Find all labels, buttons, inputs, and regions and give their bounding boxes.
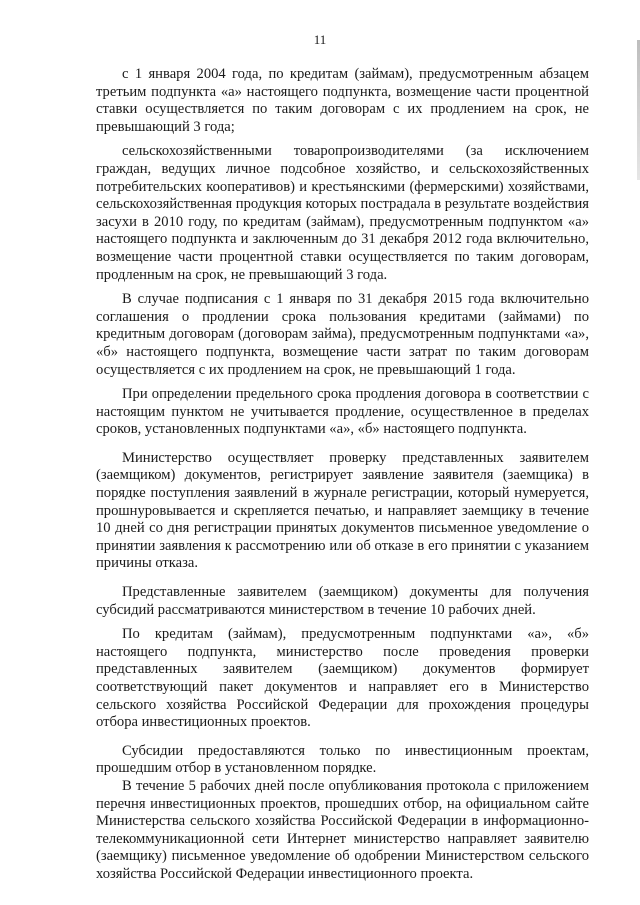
paragraph-4: При определении предельного срока продления договора в соответствии с настоящим пунктом не учитывается продление, осуществленное в пределах сроков, установленных подпунктами «а», «б» настоящего подпункта. bbox=[96, 386, 589, 438]
paragraph-3: В случае подписания с 1 января по 31 декабря 2015 года включительно соглашения о продлении срока пользования кредитами (займами) по кредитным договорам (договорам займа), предусмотренным подпунктами «а», «б» настоящего подпункта, возмещение части затрат по таким договорам осуществляется с их продлением на срок, не превышающий 1 года. bbox=[96, 291, 589, 378]
paragraph-1: с 1 января 2004 года, по кредитам (займам), предусмотренным абзацем третьим подпункта «а» настоящего подпункта, возмещение части процентной ставки осуществляется по таким договорам с их продлением на срок, не превышающий 3 года; bbox=[96, 66, 589, 135]
paragraph-8: Субсидии предоставляются только по инвестиционным проектам, прошедшим отбор в установленном порядке. bbox=[96, 742, 589, 777]
paragraph-9: В течение 5 рабочих дней после опубликования протокола с приложением перечня инвестиционных проектов, прошедших отбор, на официальном сайте Министерства сельского хозяйства Российской Федерации в информационно-телекоммуникационной сети Интернет министерство направляет заявителю (заемщику) письменное уведомление об одобрении Министерством сельского хозяйства Российской Федерации инвестиционного проекта. bbox=[96, 777, 589, 882]
paragraph-6: Представленные заявителем (заемщиком) документы для получения субсидий рассматриваются министерством в течение 10 рабочих дней. bbox=[96, 584, 589, 618]
paragraph-7: По кредитам (займам), предусмотренным подпунктами «а», «б» настоящего подпункта, министерство после проведения проверки представленных заявителем (заемщиком) документов формирует соответствующий пакет документов и направляет его в Министерство сельского хозяйства Российской Федерации для прохождения процедуры отбора инвестиционных проектов. bbox=[96, 626, 589, 731]
paragraph-5: Министерство осуществляет проверку представленных заявителем (заемщиком) документов, регистрирует заявление заявителя (заемщика) в порядке поступления заявлений в журнале регистрации, который нумеруется, прошнуровывается и скрепляется печатью, и направляет заемщику в течение 10 дней со дня регистрации принятых документов письменное уведомление о принятии заявления к рассмотрению или об отказе в его принятии с указанием причины отказа. bbox=[96, 449, 589, 572]
paragraph-2: сельскохозяйственными товаропроизводителями (за исключением граждан, ведущих личное подсобное хозяйство, и сельскохозяйственных потребительских кооперативов) и крестьянскими (фермерскими) хозяйствами, сельскохозяйственная продукция которых пострадала в результате воздействия засухи в 2010 году, по кредитам (займам), предусмотренным подпунктом «а» настоящего подпункта и заключенным до 31 декабря 2012 года включительно, возмещение части процентной ставки осуществляется по таким договорам, продленным на срок, не превышающий 3 года. bbox=[96, 143, 589, 283]
page-number: 11 bbox=[313, 32, 327, 47]
document-body bbox=[96, 66, 589, 884]
